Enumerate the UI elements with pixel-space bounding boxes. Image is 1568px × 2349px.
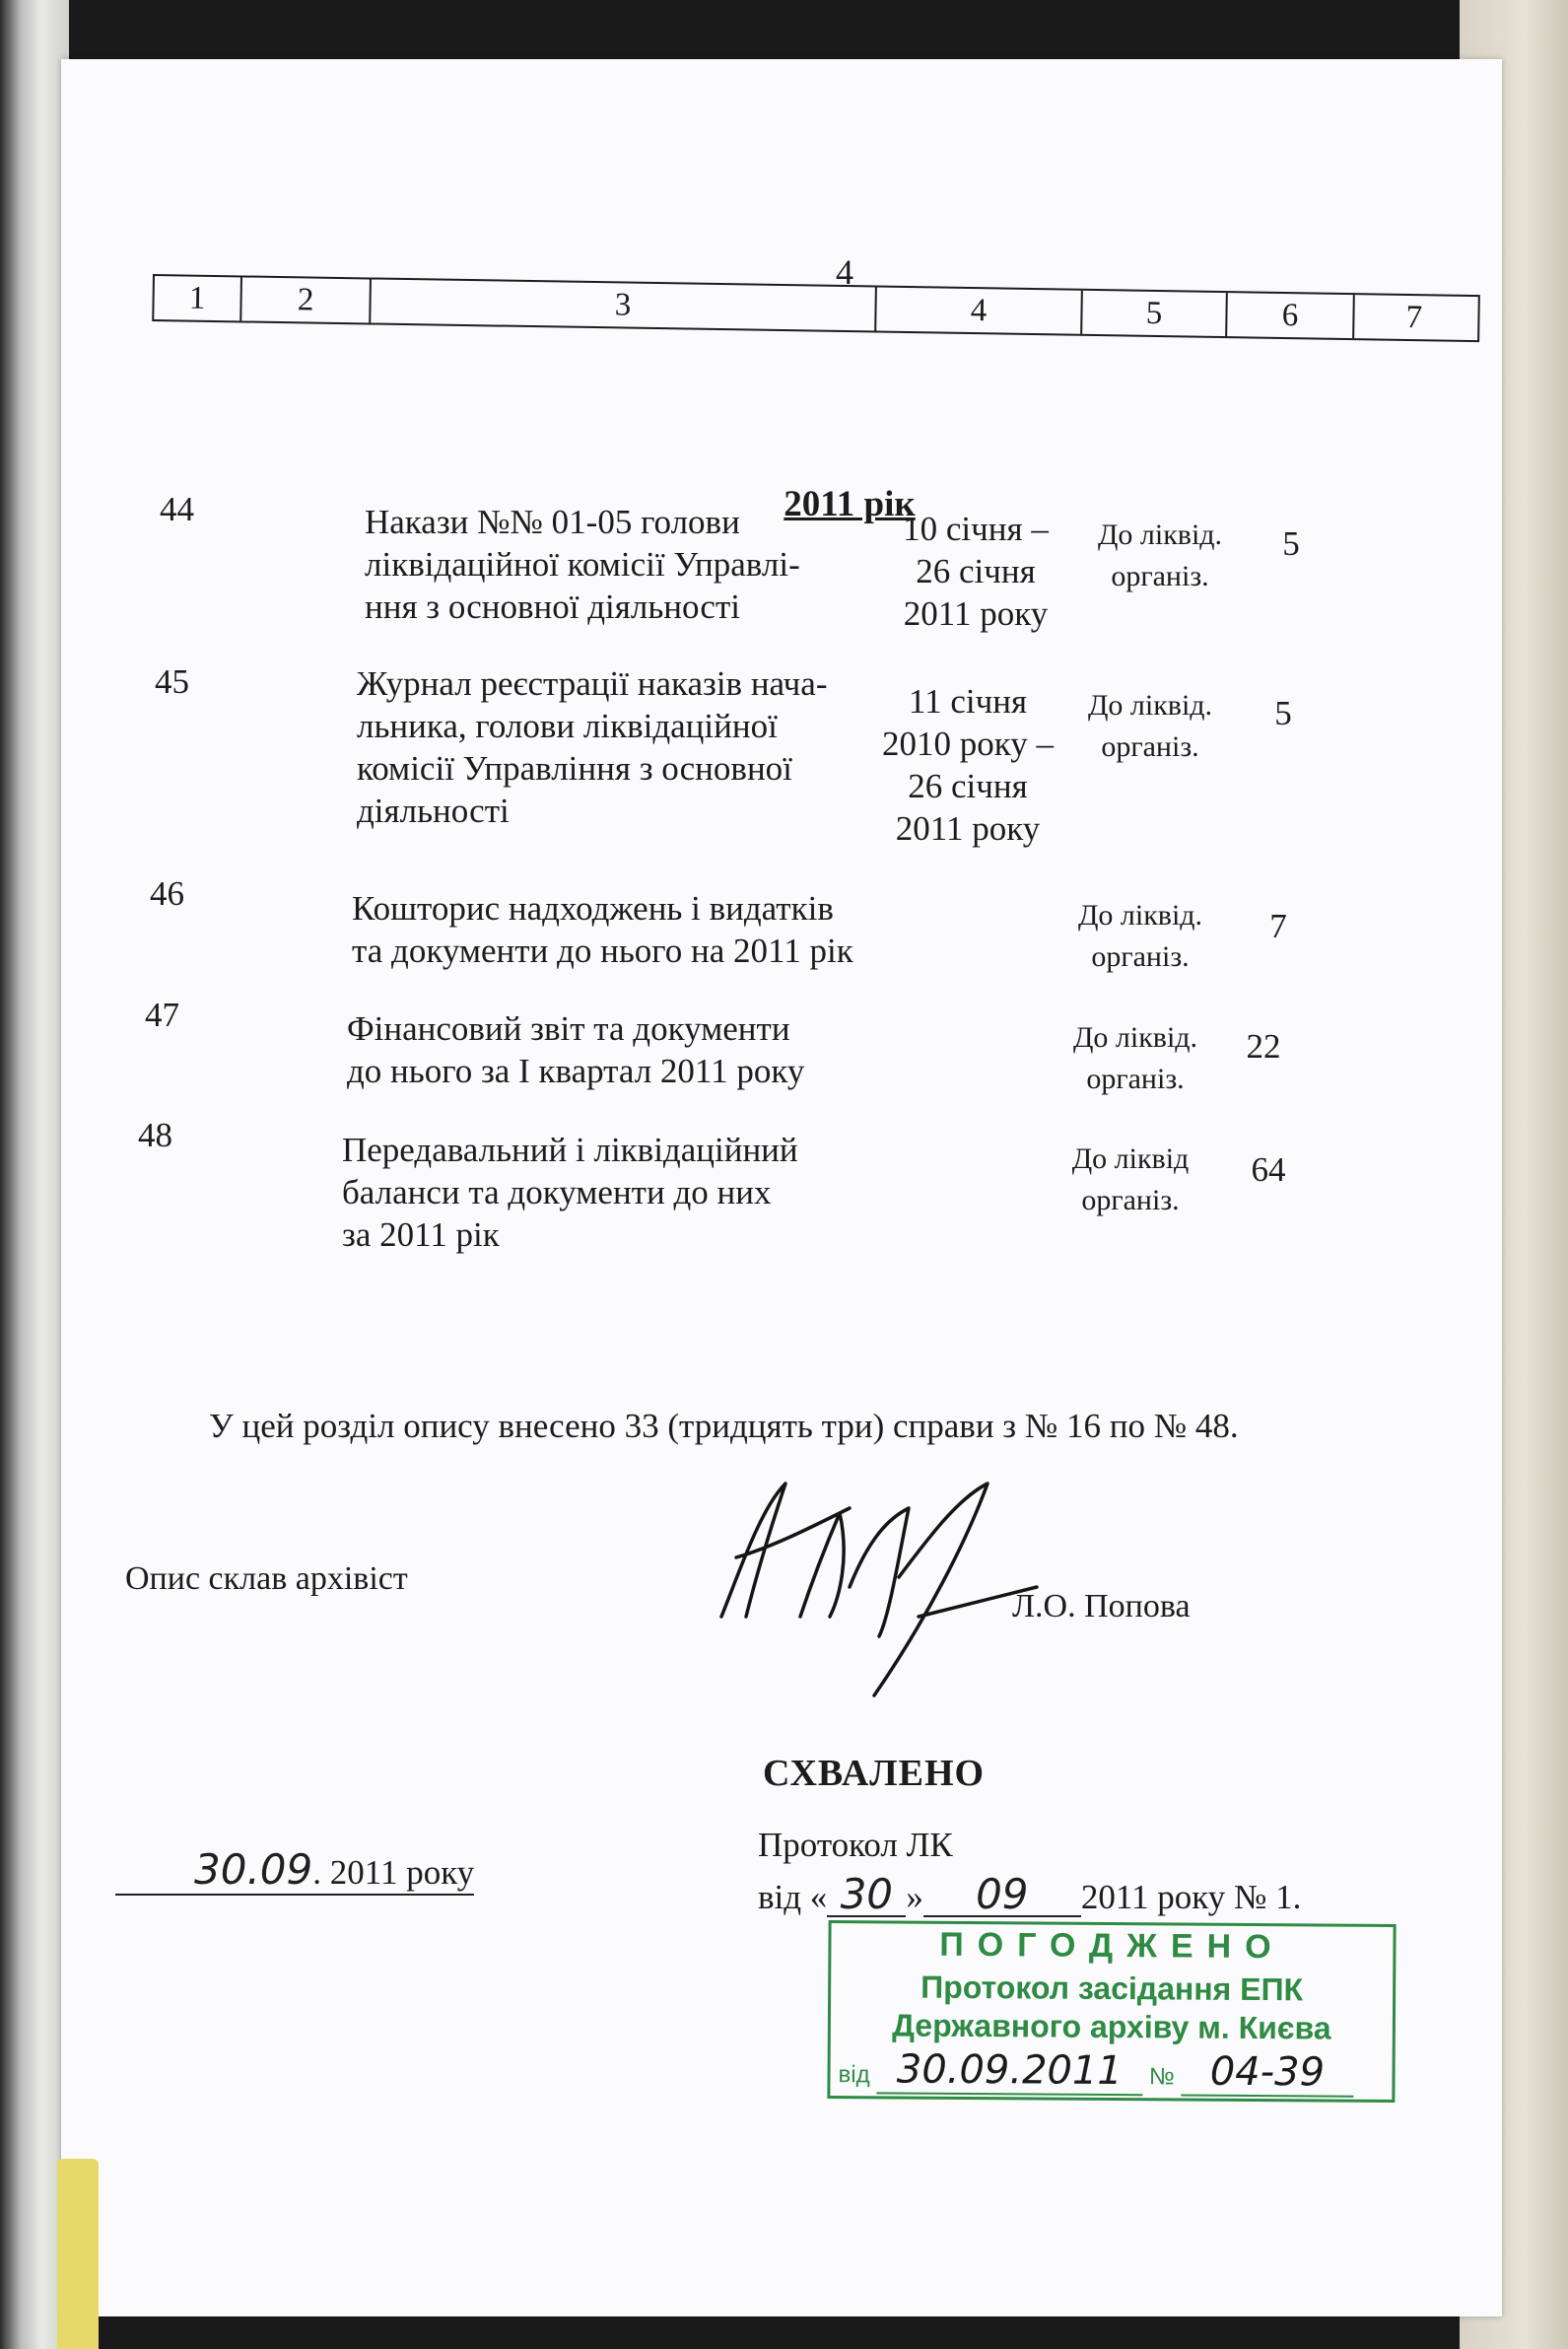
case-title-line: Фінансовий звіт та документи	[347, 1009, 790, 1048]
header-cell-1: 1	[154, 276, 242, 320]
case-title-line: за 2011 рік	[342, 1215, 500, 1254]
header-cell-2: 2	[241, 277, 372, 322]
header-cell-5: 5	[1082, 291, 1228, 336]
case-term-line: організ.	[1091, 940, 1190, 973]
case-sheet-count: 22	[1246, 1027, 1281, 1066]
approval-suffix: 2011 року № 1.	[1080, 1878, 1302, 1916]
case-term-line: До ліквід.	[1072, 1021, 1198, 1054]
case-date-line: 26 січня	[908, 767, 1028, 805]
case-title-line: баланси та документи до них	[342, 1173, 772, 1211]
stamp-date-handwritten: 30.09.2011	[896, 2046, 1124, 2095]
case-title	[342, 1129, 854, 1256]
case-retention-term	[1057, 1139, 1204, 1221]
case-date-line: 10 січня –	[903, 510, 1049, 548]
case-number: 48	[138, 1116, 172, 1154]
case-term-line: організ.	[1111, 560, 1209, 592]
approval-day-handwritten: 30	[827, 1873, 906, 1917]
case-date-line: 2011 року	[903, 594, 1049, 633]
stamp-date-field	[876, 2046, 1142, 2096]
case-title-line: ліквідаційної комісії Управлі-	[365, 545, 800, 584]
approval-month-handwritten: 09	[923, 1873, 1081, 1917]
case-title	[347, 1007, 859, 1092]
stamp-protocol: Протокол засідання ЕПК	[920, 1969, 1304, 2008]
case-retention-term	[1076, 685, 1224, 768]
approval-title: СХВАЛЕНО	[763, 1753, 986, 1794]
stamp-number-label: №	[1148, 2063, 1175, 2091]
case-title-line: льника, голови ліквідаційної	[357, 707, 778, 745]
approval-quote-close: »	[906, 1878, 923, 1916]
signing-date-handwritten: 30.09	[194, 1845, 313, 1894]
case-date-line: 2011 року	[895, 809, 1041, 848]
case-term-line: До ліквід.	[1097, 518, 1223, 551]
case-title-line: ння з основної діяльності	[365, 587, 740, 626]
case-title-line: Журнал реєстрації наказів нача-	[357, 664, 828, 703]
signing-date-line	[115, 1845, 475, 1896]
approval-protocol-label: Протокол ЛК	[758, 1826, 953, 1864]
case-date-line: 11 січня	[908, 682, 1028, 721]
case-retention-term	[1086, 515, 1234, 597]
case-number: 46	[150, 874, 184, 913]
stamp-number-handwritten: 04-39	[1209, 2048, 1326, 2096]
bookmark-ribbon	[57, 2159, 99, 2349]
approval-protocol-date	[758, 1870, 1302, 1918]
stamp-date-row	[838, 2046, 1399, 2098]
binder-edge-left	[0, 0, 69, 2349]
compiler-name: Л.О. Попова	[1012, 1588, 1191, 1624]
stamp-title: ПОГОДЖЕНО	[939, 1925, 1285, 1967]
case-retention-term	[1061, 1017, 1209, 1100]
case-sheet-count: 7	[1269, 907, 1287, 945]
case-term-line: організ.	[1081, 1184, 1180, 1216]
case-term-line: До ліквід.	[1087, 689, 1213, 722]
header-cell-3: 3	[371, 279, 877, 330]
header-cell-7: 7	[1405, 299, 1423, 336]
header-cell-4: 4	[876, 288, 1083, 334]
case-date-line: 26 січня	[916, 552, 1036, 590]
stamp-number-field	[1181, 2048, 1353, 2097]
case-term-line: До ліквід	[1071, 1142, 1190, 1175]
case-title	[365, 501, 877, 628]
approval-from-prefix: від «	[758, 1878, 828, 1916]
stamp-from-label: від	[838, 2061, 870, 2089]
header-cell-6: 6	[1227, 293, 1355, 338]
case-title-line: до нього за І квартал 2011 року	[347, 1052, 805, 1090]
case-number: 45	[155, 662, 189, 701]
case-date-line: 2010 року –	[881, 725, 1054, 763]
case-title-line: діяльності	[357, 792, 510, 830]
document-sheet	[61, 59, 1502, 2316]
stamp-archive: Державного архіву м. Києва	[892, 2007, 1331, 2046]
signing-date-printed: . 2011 року	[312, 1853, 475, 1892]
case-sheet-count: 5	[1274, 694, 1292, 732]
signing-date-underline	[115, 1845, 475, 1896]
case-title-line: Кошторис надходжень і видатків	[352, 889, 834, 928]
case-title	[357, 662, 869, 832]
case-term-line: До ліквід.	[1077, 899, 1203, 932]
case-dates	[877, 508, 1074, 635]
column-number-header	[152, 274, 1480, 342]
case-title-line: Накази №№ 01-05 голови	[365, 503, 740, 541]
section-summary: У цей розділ опису внесено 33 (тридцять три) справи з № 16 по № 48.	[209, 1407, 1239, 1445]
case-sheet-count: 5	[1282, 524, 1300, 563]
page-number: 4	[836, 252, 853, 292]
case-number: 44	[160, 490, 194, 528]
case-term-line: організ.	[1086, 1063, 1185, 1095]
case-term-line: організ.	[1101, 730, 1199, 763]
approval-stamp	[827, 1920, 1396, 2103]
case-dates	[869, 680, 1066, 850]
case-title-line: та документи до нього на 2011 рік	[352, 932, 853, 970]
compiler-label: Опис склав архівіст	[125, 1560, 408, 1597]
case-title	[352, 887, 864, 972]
case-sheet-count: 64	[1251, 1150, 1286, 1189]
case-number: 47	[145, 996, 179, 1034]
case-title-line: Передавальний і ліквідаційний	[342, 1131, 798, 1169]
section-heading: 2011 рік	[784, 484, 916, 524]
case-title-line: комісії Управління з основної	[357, 749, 792, 788]
case-retention-term	[1066, 895, 1214, 978]
